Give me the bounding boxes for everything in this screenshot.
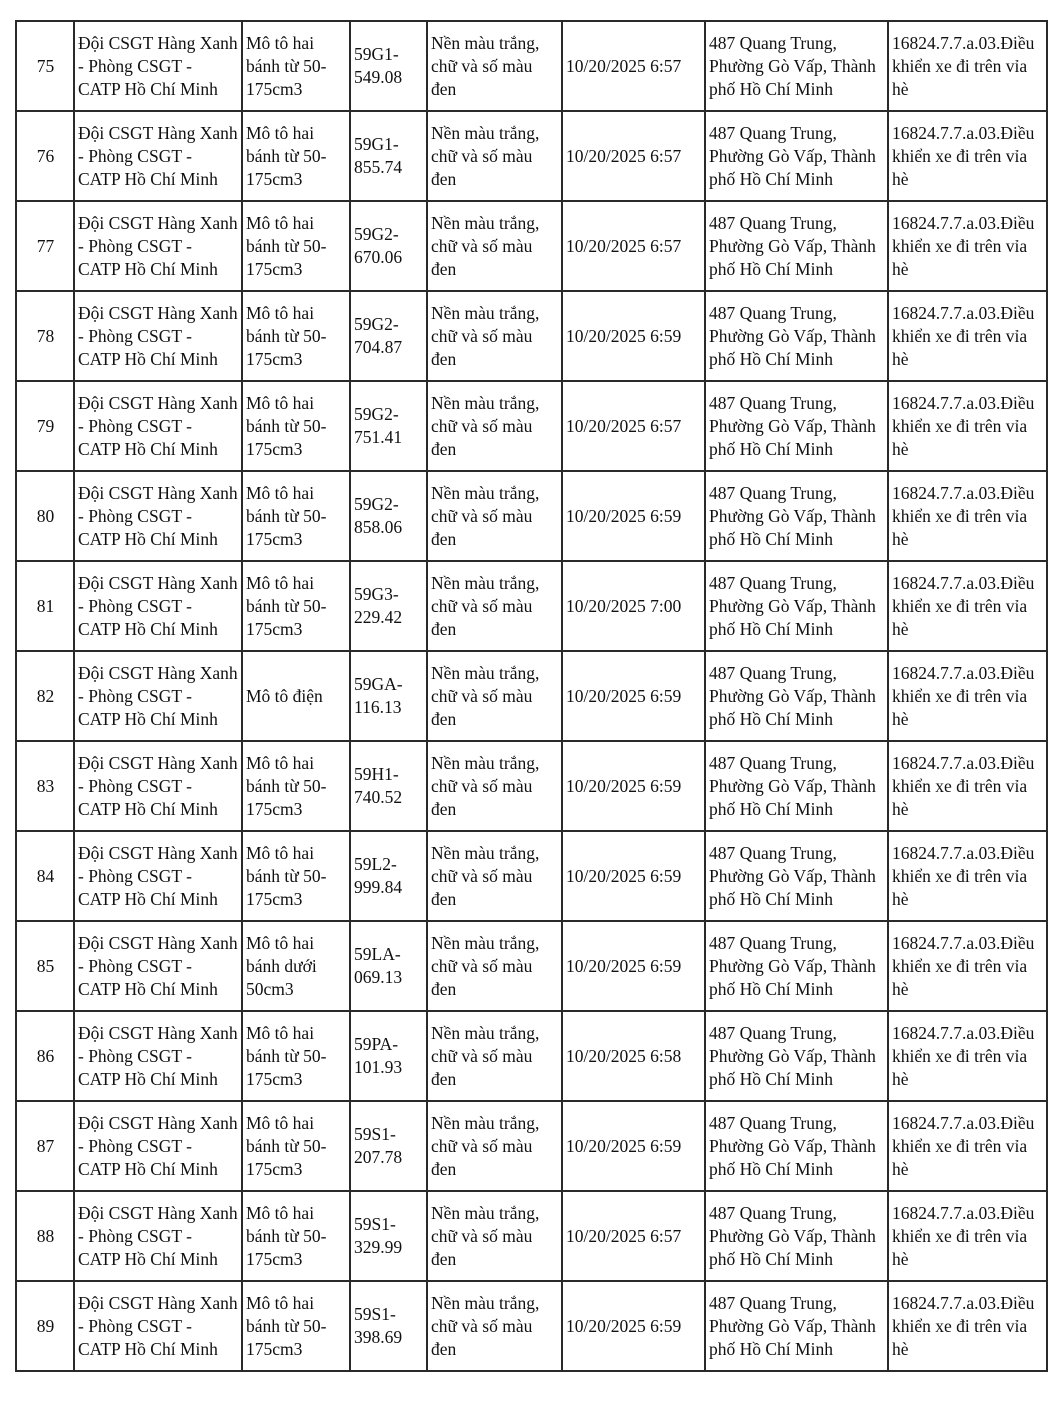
cell-violation: 16824.7.7.a.03.Điều khiển xe đi trên vỉa hè — [888, 1011, 1047, 1101]
table-row — [16, 111, 1047, 201]
cell-location: 487 Quang Trung, Phường Gò Vấp, Thành phố Hồ Chí Minh — [705, 471, 888, 561]
cell-plate: 59G3-229.42 — [350, 561, 427, 651]
cell-plate-color: Nền màu trắng, chữ và số màu đen — [427, 21, 562, 111]
cell-violation: 16824.7.7.a.03.Điều khiển xe đi trên vỉa hè — [888, 1281, 1047, 1371]
cell-vehicle-type: Mô tô hai bánh từ 50-175cm3 — [242, 561, 350, 651]
cell-plate: 59G2-751.41 — [350, 381, 427, 471]
cell-violation: 16824.7.7.a.03.Điều khiển xe đi trên vỉa hè — [888, 21, 1047, 111]
cell-location: 487 Quang Trung, Phường Gò Vấp, Thành phố Hồ Chí Minh — [705, 1191, 888, 1281]
cell-location: 487 Quang Trung, Phường Gò Vấp, Thành phố Hồ Chí Minh — [705, 111, 888, 201]
cell-plate: 59G2-704.87 — [350, 291, 427, 381]
cell-violation: 16824.7.7.a.03.Điều khiển xe đi trên vỉa hè — [888, 651, 1047, 741]
cell-time: 10/20/2025 6:57 — [562, 111, 705, 201]
cell-time: 10/20/2025 6:59 — [562, 651, 705, 741]
table-row — [16, 651, 1047, 741]
cell-stt: 87 — [16, 1101, 74, 1191]
cell-violation: 16824.7.7.a.03.Điều khiển xe đi trên vỉa hè — [888, 1191, 1047, 1281]
cell-vehicle-type: Mô tô hai bánh từ 50-175cm3 — [242, 1011, 350, 1101]
cell-plate: 59GA-116.13 — [350, 651, 427, 741]
cell-vehicle-type: Mô tô hai bánh từ 50-175cm3 — [242, 1101, 350, 1191]
cell-time: 10/20/2025 6:57 — [562, 381, 705, 471]
cell-plate-color: Nền màu trắng, chữ và số màu đen — [427, 381, 562, 471]
cell-location: 487 Quang Trung, Phường Gò Vấp, Thành phố Hồ Chí Minh — [705, 921, 888, 1011]
cell-plate-color: Nền màu trắng, chữ và số màu đen — [427, 1101, 562, 1191]
cell-plate: 59L2-999.84 — [350, 831, 427, 921]
cell-time: 10/20/2025 6:59 — [562, 831, 705, 921]
cell-time: 10/20/2025 6:59 — [562, 1281, 705, 1371]
cell-plate-color: Nền màu trắng, chữ và số màu đen — [427, 561, 562, 651]
cell-vehicle-type: Mô tô hai bánh từ 50-175cm3 — [242, 201, 350, 291]
cell-time: 10/20/2025 6:57 — [562, 21, 705, 111]
cell-time: 10/20/2025 6:59 — [562, 921, 705, 1011]
cell-time: 10/20/2025 6:59 — [562, 1101, 705, 1191]
violations-table — [15, 20, 1048, 1372]
cell-vehicle-type: Mô tô hai bánh từ 50-175cm3 — [242, 1281, 350, 1371]
cell-vehicle-type: Mô tô hai bánh từ 50-175cm3 — [242, 1191, 350, 1281]
cell-vehicle-type: Mô tô hai bánh từ 50-175cm3 — [242, 21, 350, 111]
cell-plate: 59LA-069.13 — [350, 921, 427, 1011]
cell-plate: 59S1-398.69 — [350, 1281, 427, 1371]
cell-stt: 75 — [16, 21, 74, 111]
cell-plate-color: Nền màu trắng, chữ và số màu đen — [427, 291, 562, 381]
cell-unit: Đội CSGT Hàng Xanh - Phòng CSGT - CATP Hồ Chí Minh — [74, 561, 242, 651]
cell-plate-color: Nền màu trắng, chữ và số màu đen — [427, 1011, 562, 1101]
cell-plate-color: Nền màu trắng, chữ và số màu đen — [427, 201, 562, 291]
cell-location: 487 Quang Trung, Phường Gò Vấp, Thành phố Hồ Chí Minh — [705, 1101, 888, 1191]
cell-violation: 16824.7.7.a.03.Điều khiển xe đi trên vỉa hè — [888, 741, 1047, 831]
cell-unit: Đội CSGT Hàng Xanh - Phòng CSGT - CATP Hồ Chí Minh — [74, 1191, 242, 1281]
cell-plate-color: Nền màu trắng, chữ và số màu đen — [427, 1191, 562, 1281]
cell-stt: 78 — [16, 291, 74, 381]
cell-stt: 85 — [16, 921, 74, 1011]
table-row — [16, 1281, 1047, 1371]
cell-time: 10/20/2025 6:59 — [562, 291, 705, 381]
cell-plate: 59G2-858.06 — [350, 471, 427, 561]
cell-plate-color: Nền màu trắng, chữ và số màu đen — [427, 111, 562, 201]
cell-location: 487 Quang Trung, Phường Gò Vấp, Thành phố Hồ Chí Minh — [705, 291, 888, 381]
cell-vehicle-type: Mô tô hai bánh từ 50-175cm3 — [242, 831, 350, 921]
cell-time: 10/20/2025 6:59 — [562, 471, 705, 561]
table-row — [16, 21, 1047, 111]
cell-violation: 16824.7.7.a.03.Điều khiển xe đi trên vỉa hè — [888, 111, 1047, 201]
cell-stt: 80 — [16, 471, 74, 561]
cell-plate: 59H1-740.52 — [350, 741, 427, 831]
cell-stt: 76 — [16, 111, 74, 201]
cell-stt: 89 — [16, 1281, 74, 1371]
cell-stt: 84 — [16, 831, 74, 921]
cell-vehicle-type: Mô tô hai bánh dưới 50cm3 — [242, 921, 350, 1011]
cell-vehicle-type: Mô tô hai bánh từ 50-175cm3 — [242, 471, 350, 561]
cell-plate-color: Nền màu trắng, chữ và số màu đen — [427, 921, 562, 1011]
cell-plate: 59S1-329.99 — [350, 1191, 427, 1281]
table-row — [16, 1191, 1047, 1281]
cell-violation: 16824.7.7.a.03.Điều khiển xe đi trên vỉa hè — [888, 471, 1047, 561]
cell-location: 487 Quang Trung, Phường Gò Vấp, Thành phố Hồ Chí Minh — [705, 1011, 888, 1101]
cell-violation: 16824.7.7.a.03.Điều khiển xe đi trên vỉa hè — [888, 831, 1047, 921]
table-body — [16, 21, 1047, 1371]
cell-plate-color: Nền màu trắng, chữ và số màu đen — [427, 741, 562, 831]
cell-violation: 16824.7.7.a.03.Điều khiển xe đi trên vỉa hè — [888, 291, 1047, 381]
cell-unit: Đội CSGT Hàng Xanh - Phòng CSGT - CATP Hồ Chí Minh — [74, 201, 242, 291]
cell-stt: 86 — [16, 1011, 74, 1101]
table-row — [16, 1011, 1047, 1101]
cell-unit: Đội CSGT Hàng Xanh - Phòng CSGT - CATP Hồ Chí Minh — [74, 471, 242, 561]
cell-time: 10/20/2025 6:57 — [562, 1191, 705, 1281]
cell-stt: 81 — [16, 561, 74, 651]
cell-plate: 59G1-549.08 — [350, 21, 427, 111]
cell-stt: 88 — [16, 1191, 74, 1281]
cell-unit: Đội CSGT Hàng Xanh - Phòng CSGT - CATP Hồ Chí Minh — [74, 831, 242, 921]
cell-unit: Đội CSGT Hàng Xanh - Phòng CSGT - CATP Hồ Chí Minh — [74, 741, 242, 831]
cell-vehicle-type: Mô tô hai bánh từ 50-175cm3 — [242, 291, 350, 381]
cell-plate-color: Nền màu trắng, chữ và số màu đen — [427, 1281, 562, 1371]
table-row — [16, 831, 1047, 921]
cell-time: 10/20/2025 7:00 — [562, 561, 705, 651]
document-page — [15, 20, 1048, 1372]
cell-vehicle-type: Mô tô hai bánh từ 50-175cm3 — [242, 381, 350, 471]
cell-location: 487 Quang Trung, Phường Gò Vấp, Thành phố Hồ Chí Minh — [705, 651, 888, 741]
cell-unit: Đội CSGT Hàng Xanh - Phòng CSGT - CATP Hồ Chí Minh — [74, 21, 242, 111]
cell-stt: 83 — [16, 741, 74, 831]
cell-location: 487 Quang Trung, Phường Gò Vấp, Thành phố Hồ Chí Minh — [705, 741, 888, 831]
cell-stt: 82 — [16, 651, 74, 741]
cell-location: 487 Quang Trung, Phường Gò Vấp, Thành phố Hồ Chí Minh — [705, 381, 888, 471]
cell-plate: 59S1-207.78 — [350, 1101, 427, 1191]
table-row — [16, 741, 1047, 831]
cell-time: 10/20/2025 6:57 — [562, 201, 705, 291]
cell-violation: 16824.7.7.a.03.Điều khiển xe đi trên vỉa hè — [888, 201, 1047, 291]
cell-unit: Đội CSGT Hàng Xanh - Phòng CSGT - CATP Hồ Chí Minh — [74, 921, 242, 1011]
table-row — [16, 471, 1047, 561]
cell-location: 487 Quang Trung, Phường Gò Vấp, Thành phố Hồ Chí Minh — [705, 561, 888, 651]
cell-plate: 59PA-101.93 — [350, 1011, 427, 1101]
cell-location: 487 Quang Trung, Phường Gò Vấp, Thành phố Hồ Chí Minh — [705, 1281, 888, 1371]
cell-unit: Đội CSGT Hàng Xanh - Phòng CSGT - CATP Hồ Chí Minh — [74, 1101, 242, 1191]
cell-plate: 59G1-855.74 — [350, 111, 427, 201]
cell-unit: Đội CSGT Hàng Xanh - Phòng CSGT - CATP Hồ Chí Minh — [74, 1281, 242, 1371]
cell-violation: 16824.7.7.a.03.Điều khiển xe đi trên vỉa hè — [888, 561, 1047, 651]
cell-time: 10/20/2025 6:58 — [562, 1011, 705, 1101]
cell-unit: Đội CSGT Hàng Xanh - Phòng CSGT - CATP Hồ Chí Minh — [74, 381, 242, 471]
cell-unit: Đội CSGT Hàng Xanh - Phòng CSGT - CATP Hồ Chí Minh — [74, 1011, 242, 1101]
table-row — [16, 921, 1047, 1011]
cell-location: 487 Quang Trung, Phường Gò Vấp, Thành phố Hồ Chí Minh — [705, 831, 888, 921]
cell-violation: 16824.7.7.a.03.Điều khiển xe đi trên vỉa hè — [888, 381, 1047, 471]
table-row — [16, 291, 1047, 381]
cell-violation: 16824.7.7.a.03.Điều khiển xe đi trên vỉa hè — [888, 1101, 1047, 1191]
cell-plate: 59G2-670.06 — [350, 201, 427, 291]
cell-unit: Đội CSGT Hàng Xanh - Phòng CSGT - CATP Hồ Chí Minh — [74, 111, 242, 201]
cell-plate-color: Nền màu trắng, chữ và số màu đen — [427, 651, 562, 741]
cell-location: 487 Quang Trung, Phường Gò Vấp, Thành phố Hồ Chí Minh — [705, 201, 888, 291]
cell-plate-color: Nền màu trắng, chữ và số màu đen — [427, 471, 562, 561]
table-row — [16, 201, 1047, 291]
cell-location: 487 Quang Trung, Phường Gò Vấp, Thành phố Hồ Chí Minh — [705, 21, 888, 111]
cell-stt: 79 — [16, 381, 74, 471]
cell-plate-color: Nền màu trắng, chữ và số màu đen — [427, 831, 562, 921]
table-row — [16, 1101, 1047, 1191]
cell-vehicle-type: Mô tô điện — [242, 651, 350, 741]
cell-stt: 77 — [16, 201, 74, 291]
cell-unit: Đội CSGT Hàng Xanh - Phòng CSGT - CATP Hồ Chí Minh — [74, 651, 242, 741]
table-row — [16, 561, 1047, 651]
cell-time: 10/20/2025 6:59 — [562, 741, 705, 831]
cell-violation: 16824.7.7.a.03.Điều khiển xe đi trên vỉa hè — [888, 921, 1047, 1011]
table-row — [16, 381, 1047, 471]
cell-vehicle-type: Mô tô hai bánh từ 50-175cm3 — [242, 741, 350, 831]
cell-unit: Đội CSGT Hàng Xanh - Phòng CSGT - CATP Hồ Chí Minh — [74, 291, 242, 381]
cell-vehicle-type: Mô tô hai bánh từ 50-175cm3 — [242, 111, 350, 201]
